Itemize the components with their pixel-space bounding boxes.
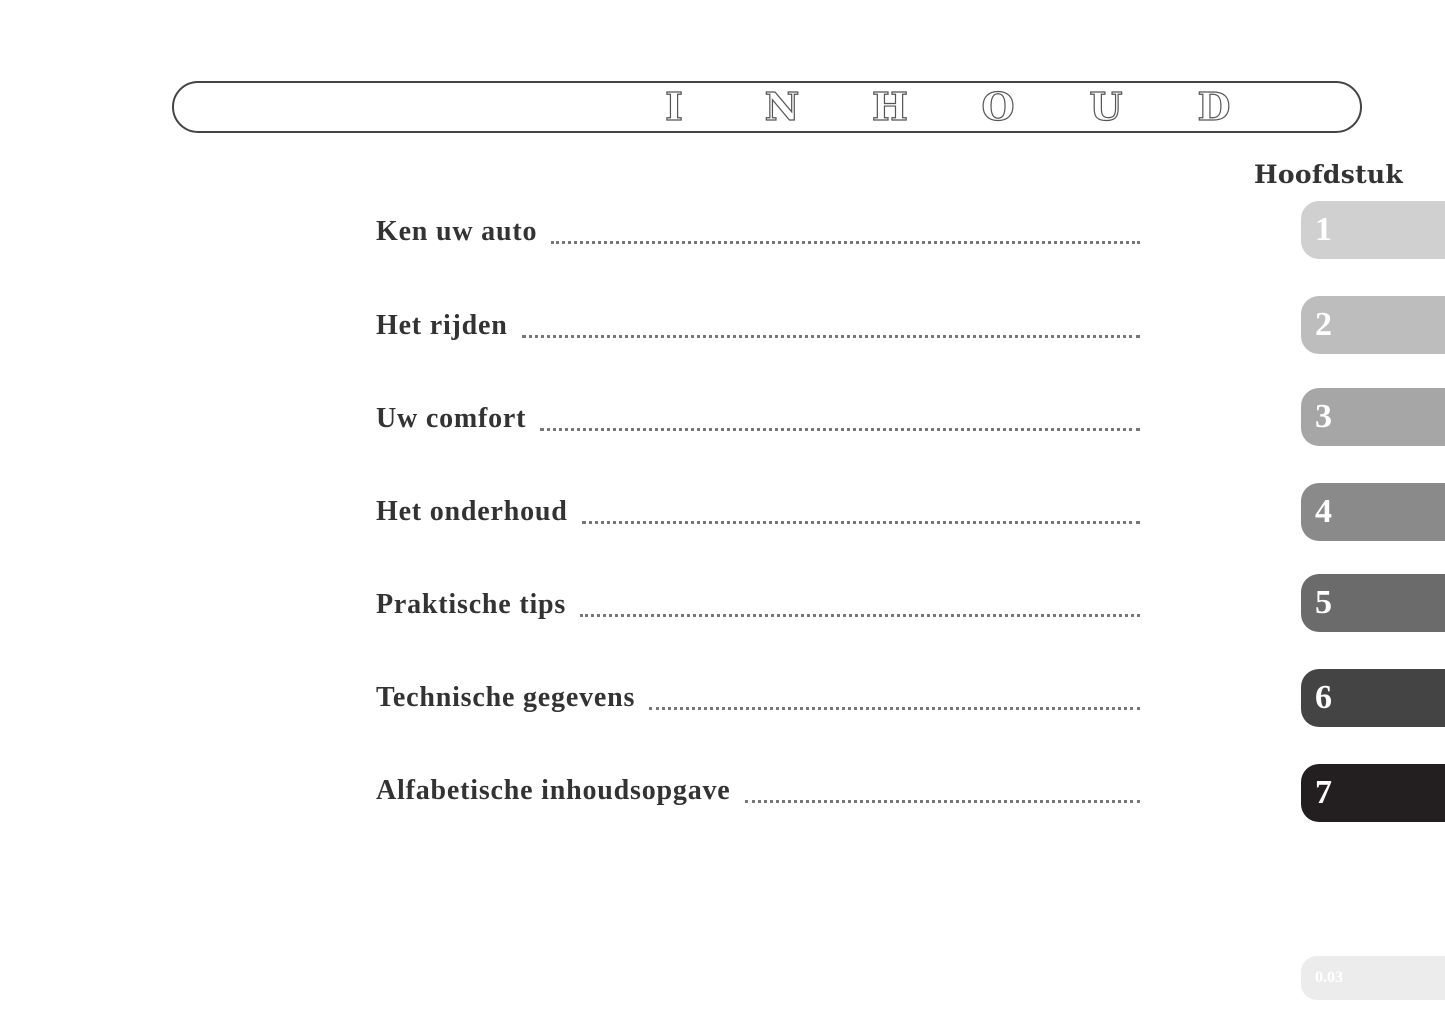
toc-row-het-onderhoud[interactable] [376, 496, 1140, 532]
dot-leader [522, 335, 1140, 338]
title-letter: I [665, 84, 683, 129]
title-letters [644, 83, 1244, 131]
toc-label[interactable]: Technische gegevens [376, 682, 636, 713]
toc-row-ken-uw-auto[interactable] [376, 216, 1140, 252]
toc-row-technische-gegevens[interactable] [376, 682, 1140, 718]
toc-label[interactable]: Uw comfort [376, 403, 527, 434]
title-letter: D [1197, 84, 1231, 129]
chapter-heading: Hoofdstuk [1254, 160, 1404, 189]
page-number-tab [1301, 956, 1445, 1000]
chapter-tab-5[interactable] [1301, 574, 1445, 632]
toc-label[interactable]: Praktische tips [376, 589, 567, 620]
dot-leader [580, 614, 1140, 617]
dot-leader [540, 428, 1140, 431]
dot-leader [582, 521, 1140, 524]
chapter-tab-2[interactable] [1301, 296, 1445, 354]
toc-row-het-rijden[interactable] [376, 310, 1140, 346]
toc-row-alfabetische-inhoudsopgave[interactable] [376, 775, 1140, 811]
dot-leader [745, 800, 1140, 803]
chapter-number: 2 [1315, 306, 1332, 343]
chapter-number: 1 [1315, 211, 1332, 248]
title-letter: N [764, 84, 800, 129]
toc-label[interactable]: Ken uw auto [376, 216, 538, 247]
chapter-number: 3 [1315, 398, 1332, 435]
chapter-tab-6[interactable] [1301, 669, 1445, 727]
chapter-tab-7[interactable] [1301, 764, 1445, 822]
title-letter: H [872, 84, 908, 129]
dot-leader [649, 707, 1140, 710]
chapter-number: 4 [1315, 493, 1332, 530]
title-letter: O [981, 84, 1015, 129]
toc-label[interactable]: Het onderhoud [376, 496, 568, 527]
dot-leader [551, 241, 1140, 244]
toc-label[interactable]: Het rijden [376, 310, 508, 341]
chapter-tab-4[interactable] [1301, 483, 1445, 541]
toc-row-praktische-tips[interactable] [376, 589, 1140, 625]
page-number: 0.03 [1315, 969, 1343, 986]
chapter-number: 7 [1315, 774, 1332, 811]
title-banner [172, 81, 1362, 133]
toc-label[interactable]: Alfabetische inhoudsopgave [376, 775, 731, 806]
chapter-number: 5 [1315, 584, 1332, 621]
chapter-number: 6 [1315, 679, 1332, 716]
toc-row-uw-comfort[interactable] [376, 403, 1140, 439]
chapter-tab-1[interactable] [1301, 201, 1445, 259]
chapter-tab-3[interactable] [1301, 388, 1445, 446]
title-letter: U [1089, 84, 1123, 129]
